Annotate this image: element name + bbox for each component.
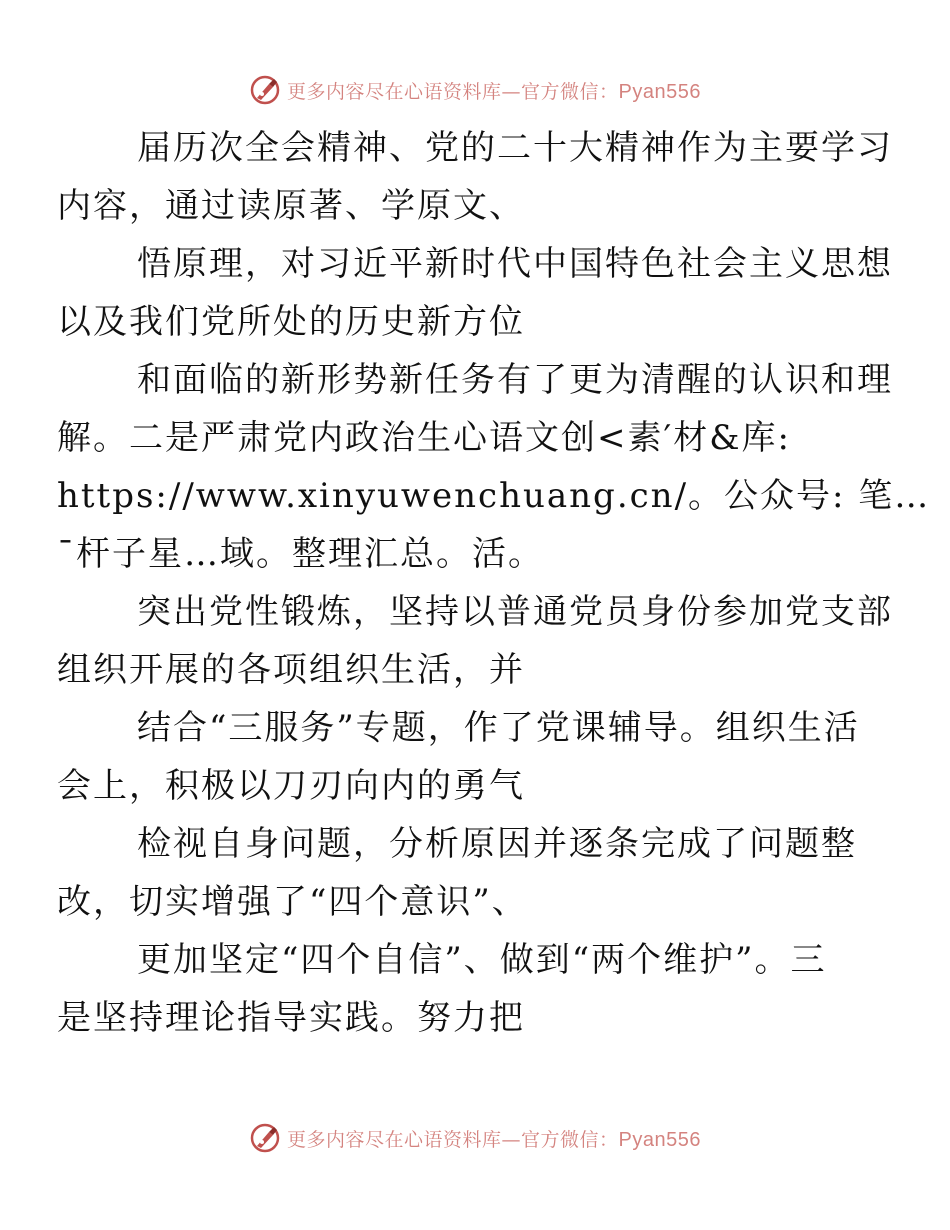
text-line: 突出党性锻炼，坚持以普通党员身份参加党支部	[137, 592, 893, 632]
paragraph	[57, 699, 860, 815]
text-line: 会上，积极以刀刃向内的勇气	[57, 766, 525, 806]
paragraph	[57, 351, 931, 583]
footer-watermark-text: 更多内容尽在心语资料库—官方微信：Pyan556	[287, 1128, 701, 1151]
document-body	[57, 119, 931, 1047]
text-line: 和面临的新形势新任务有了更为清醒的认识和理	[137, 360, 893, 400]
text-line: ¯杆子星…域。整理汇总。活。	[57, 534, 544, 574]
text-line: 改，切实增强了“四个意识”、	[57, 882, 528, 922]
footer-watermark	[0, 1118, 950, 1158]
text-line: 检视自身问题，分析原因并逐条完成了问题整	[137, 824, 857, 864]
pen-logo-icon	[249, 1122, 281, 1154]
paragraph	[57, 583, 893, 699]
paragraph	[57, 119, 893, 235]
paragraph	[57, 235, 893, 351]
text-line: 结合“三服务”专题，作了党课辅导。组织生活	[137, 708, 860, 748]
text-line: 以及我们党所处的历史新方位	[57, 302, 525, 342]
text-line: https://www.xinyuwenchuang.cn/。公众号: 笔…	[57, 476, 931, 516]
text-line: 更加坚定“四个自信”、做到“两个维护”。三	[137, 940, 827, 980]
paragraph	[57, 815, 857, 931]
text-line: 内容，通过读原著、学原文、	[57, 186, 525, 226]
text-line: 是坚持理论指导实践。努力把	[57, 998, 525, 1038]
text-line: 届历次全会精神、党的二十大精神作为主要学习	[137, 128, 893, 168]
header-watermark-text: 更多内容尽在心语资料库—官方微信：Pyan556	[287, 80, 701, 103]
text-line: 组织开展的各项组织生活，并	[57, 650, 525, 690]
text-line: 悟原理，对习近平新时代中国特色社会主义思想	[137, 244, 893, 284]
text-line: 解。二是严肃党内政治生心语文创<素′材&库:	[57, 418, 791, 458]
pen-logo-icon	[249, 74, 281, 106]
header-watermark	[0, 70, 950, 110]
paragraph	[57, 931, 857, 1047]
